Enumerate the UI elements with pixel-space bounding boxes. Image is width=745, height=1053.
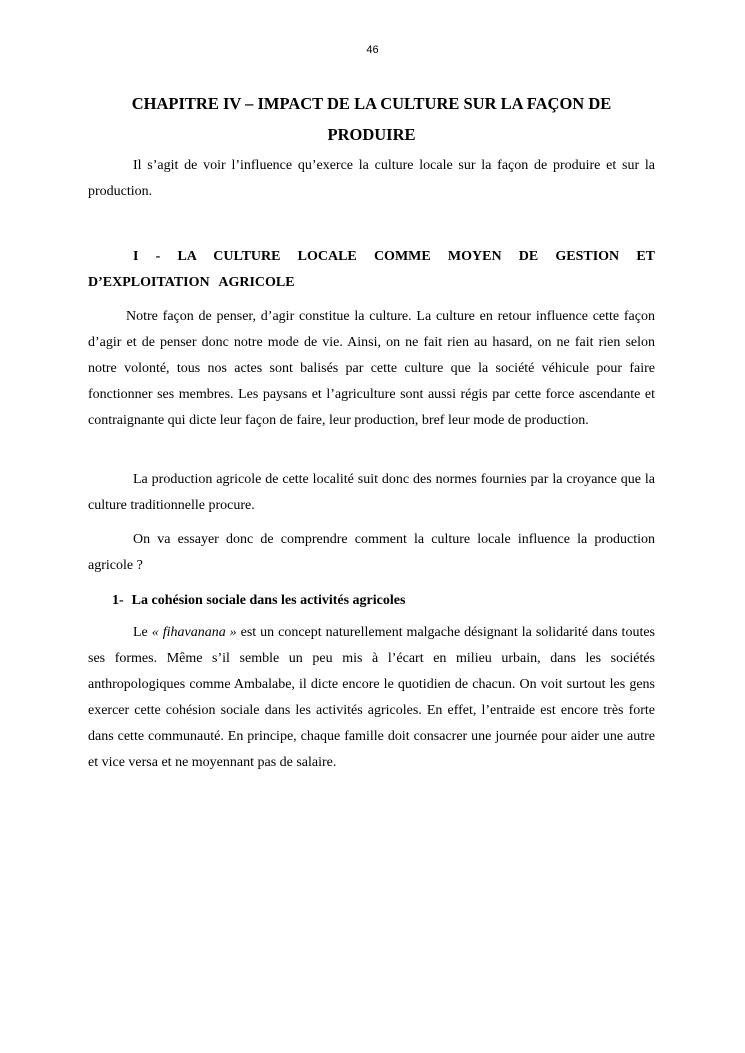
fihavanana-term: « fihavanana » — [151, 625, 237, 640]
subsection-number: 1- — [112, 593, 124, 608]
chapter-title: CHAPITRE IV – IMPACT DE LA CULTURE SUR LA FAÇON DE PRODUIRE — [131, 94, 612, 144]
subsection-paragraph — [88, 620, 655, 776]
section-paragraph-2: La production agricole de cette localité suit donc des normes fournies par la croyance que la culture traditionnelle procure. — [88, 472, 655, 513]
subsection-paragraph-rest: est un concept naturellement malgache désignant la solidarité dans toutes ses formes. Même s’il semble un peu mis à l’écart en milieu urbain, dans les sociétés anthropologiques comme Ambalabe, il dicte encore le quotidien de chacun. On voit surtout les gens exercer cette cohésion sociale dans les activités agricoles. En effet, l’entraide est encore très forte dans cette communauté. En principe, chaque famille doit consacrer une journée pour aider une autre et vice versa et ne moyennant pas de salaire. — [88, 625, 655, 770]
subsection-title-text: La cohésion sociale dans les activités agricoles — [131, 593, 406, 608]
section-title: I - LA CULTURE LOCALE COMME MOYEN DE GESTION ET D’EXPLOITATION AGRICOLE — [88, 249, 655, 290]
intro-paragraph: Il s’agit de voir l’influence qu’exerce la culture locale sur la façon de produire et sur la production. — [88, 158, 655, 199]
subsection-paragraph-start: Le — [133, 625, 148, 640]
page-number: 46 — [366, 44, 379, 56]
section-paragraph-3: On va essayer donc de comprendre comment la culture locale influence la production agricole ? — [88, 532, 655, 573]
section-paragraph-1: Notre façon de penser, d’agir constitue la culture. La culture en retour influence cette façon d’agir et de penser donc notre mode de vie. Ainsi, on ne fait rien au hasard, on ne fait rien selon notre volonté, tous nos actes sont balisés par cette culture que la société véhicule pour faire fonctionner ses membres. Les paysans et l’agriculture sont aussi régis par cette force ascendante et contraignante qui dicte leur façon de faire, leur production, bref leur mode de production. — [88, 309, 655, 428]
subsection-title — [112, 588, 652, 614]
